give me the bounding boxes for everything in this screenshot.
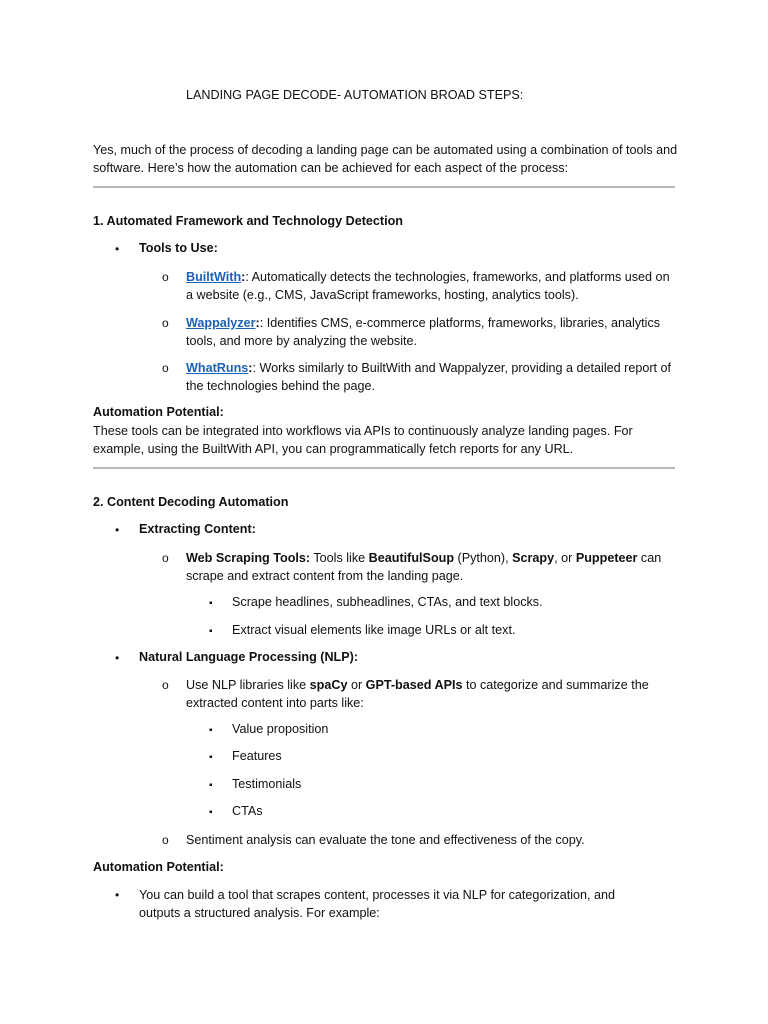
- wappalyzer-link[interactable]: Wappalyzer: [186, 316, 256, 330]
- tools-label: Tools to Use:: [139, 241, 218, 255]
- bullet-circle: o: [162, 361, 169, 375]
- bullet-circle: o: [162, 551, 169, 565]
- scrape-item: Extract visual elements like image URLs or alt text.: [232, 623, 516, 637]
- bullet-disc: •: [115, 242, 120, 256]
- whatruns-desc: : Works similarly to BuiltWith and Wappalyzer, providing a detailed report of the technologies behind the page.: [186, 361, 672, 393]
- bullet-disc: •: [115, 888, 120, 902]
- bullet-square: ▪: [209, 752, 213, 763]
- automation-potential-label: Automation Potential:: [93, 405, 224, 419]
- whatruns-link[interactable]: WhatRuns: [186, 361, 249, 375]
- bullet-square: ▪: [209, 725, 213, 736]
- web-scraping-item: Web Scraping Tools: Tools like BeautifulSoup (Python), Scrapy, or Puppeteer can scrape and extract content from the landing page.: [186, 551, 662, 583]
- spacy: spaCy: [309, 678, 348, 692]
- wappalyzer-desc: : Identifies CMS, e-commerce platforms, frameworks, libraries, analytics tools, and more by analyzing the website.: [186, 316, 661, 348]
- builtwith-desc: : Automatically detects the technologies, frameworks, and platforms used on a website (e.g., CMS, JavaScript frameworks, hosting, analytics tools).: [186, 270, 670, 302]
- tool-builtwith: BuiltWith:: Automatically detects the technologies, frameworks, and platforms used on a website (e.g., CMS, JavaScript frameworks, hosting, analytics tools).: [186, 270, 670, 302]
- section-1-heading: 1. Automated Framework and Technology Detection: [93, 214, 403, 228]
- automation-potential-item: You can build a tool that scrapes content, processes it via NLP for categorization, and outputs a structured analysis. For example:: [139, 888, 616, 920]
- nlp-part: Features: [232, 749, 282, 763]
- divider: [93, 467, 675, 469]
- nlp-part: CTAs: [232, 804, 263, 818]
- intro-paragraph: Yes, much of the process of decoding a landing page can be automated using a combination of tools and software. Here’s how the automation can be achieved for each aspect of the process:: [93, 143, 678, 175]
- automation-potential-text: These tools can be integrated into workflows via APIs to continuously analyze landing pages. For example, using the BuiltWith API, you can programmatically fetch reports for any URL.: [93, 424, 633, 456]
- bullet-circle: o: [162, 270, 169, 284]
- divider: [93, 186, 675, 188]
- extracting-label: Extracting Content:: [139, 522, 256, 536]
- bullet-circle: o: [162, 316, 169, 330]
- bullet-square: ▪: [209, 780, 213, 791]
- section-2-heading: 2. Content Decoding Automation: [93, 495, 289, 509]
- tool-whatruns: WhatRuns:: Works similarly to BuiltWith and Wappalyzer, providing a detailed report of the technologies behind the page.: [186, 361, 672, 393]
- tool-wappalyzer: Wappalyzer:: Identifies CMS, e-commerce platforms, frameworks, libraries, analytics tools, and more by analyzing the website.: [186, 316, 661, 348]
- nlp-part: Testimonials: [232, 777, 302, 791]
- nlp-part: Value proposition: [232, 722, 329, 736]
- nlp-label: Natural Language Processing (NLP):: [139, 650, 359, 664]
- bullet-square: ▪: [209, 807, 213, 818]
- automation-potential-label: Automation Potential:: [93, 860, 224, 874]
- scraping-label: Web Scraping Tools:: [186, 551, 311, 565]
- sentiment-item: Sentiment analysis can evaluate the tone and effectiveness of the copy.: [186, 833, 585, 847]
- nlp-use-item: Use NLP libraries like spaCy or GPT-based APIs to categorize and summarize the extracted content into parts like:: [186, 678, 649, 710]
- builtwith-link[interactable]: BuiltWith: [186, 270, 242, 284]
- bullet-square: ▪: [209, 598, 213, 609]
- scrapy: Scrapy: [512, 551, 555, 565]
- puppeteer: Puppeteer: [575, 551, 638, 565]
- bullet-disc: •: [115, 651, 120, 665]
- page-title: LANDING PAGE DECODE- AUTOMATION BROAD STEPS:: [186, 88, 524, 102]
- bullet-disc: •: [115, 523, 120, 537]
- gpt-apis: GPT-based APIs: [365, 678, 463, 692]
- beautifulsoup: BeautifulSoup: [368, 551, 455, 565]
- bullet-circle: o: [162, 833, 169, 847]
- bullet-square: ▪: [209, 626, 213, 637]
- bullet-circle: o: [162, 678, 169, 692]
- scrape-item: Scrape headlines, subheadlines, CTAs, and text blocks.: [232, 595, 543, 609]
